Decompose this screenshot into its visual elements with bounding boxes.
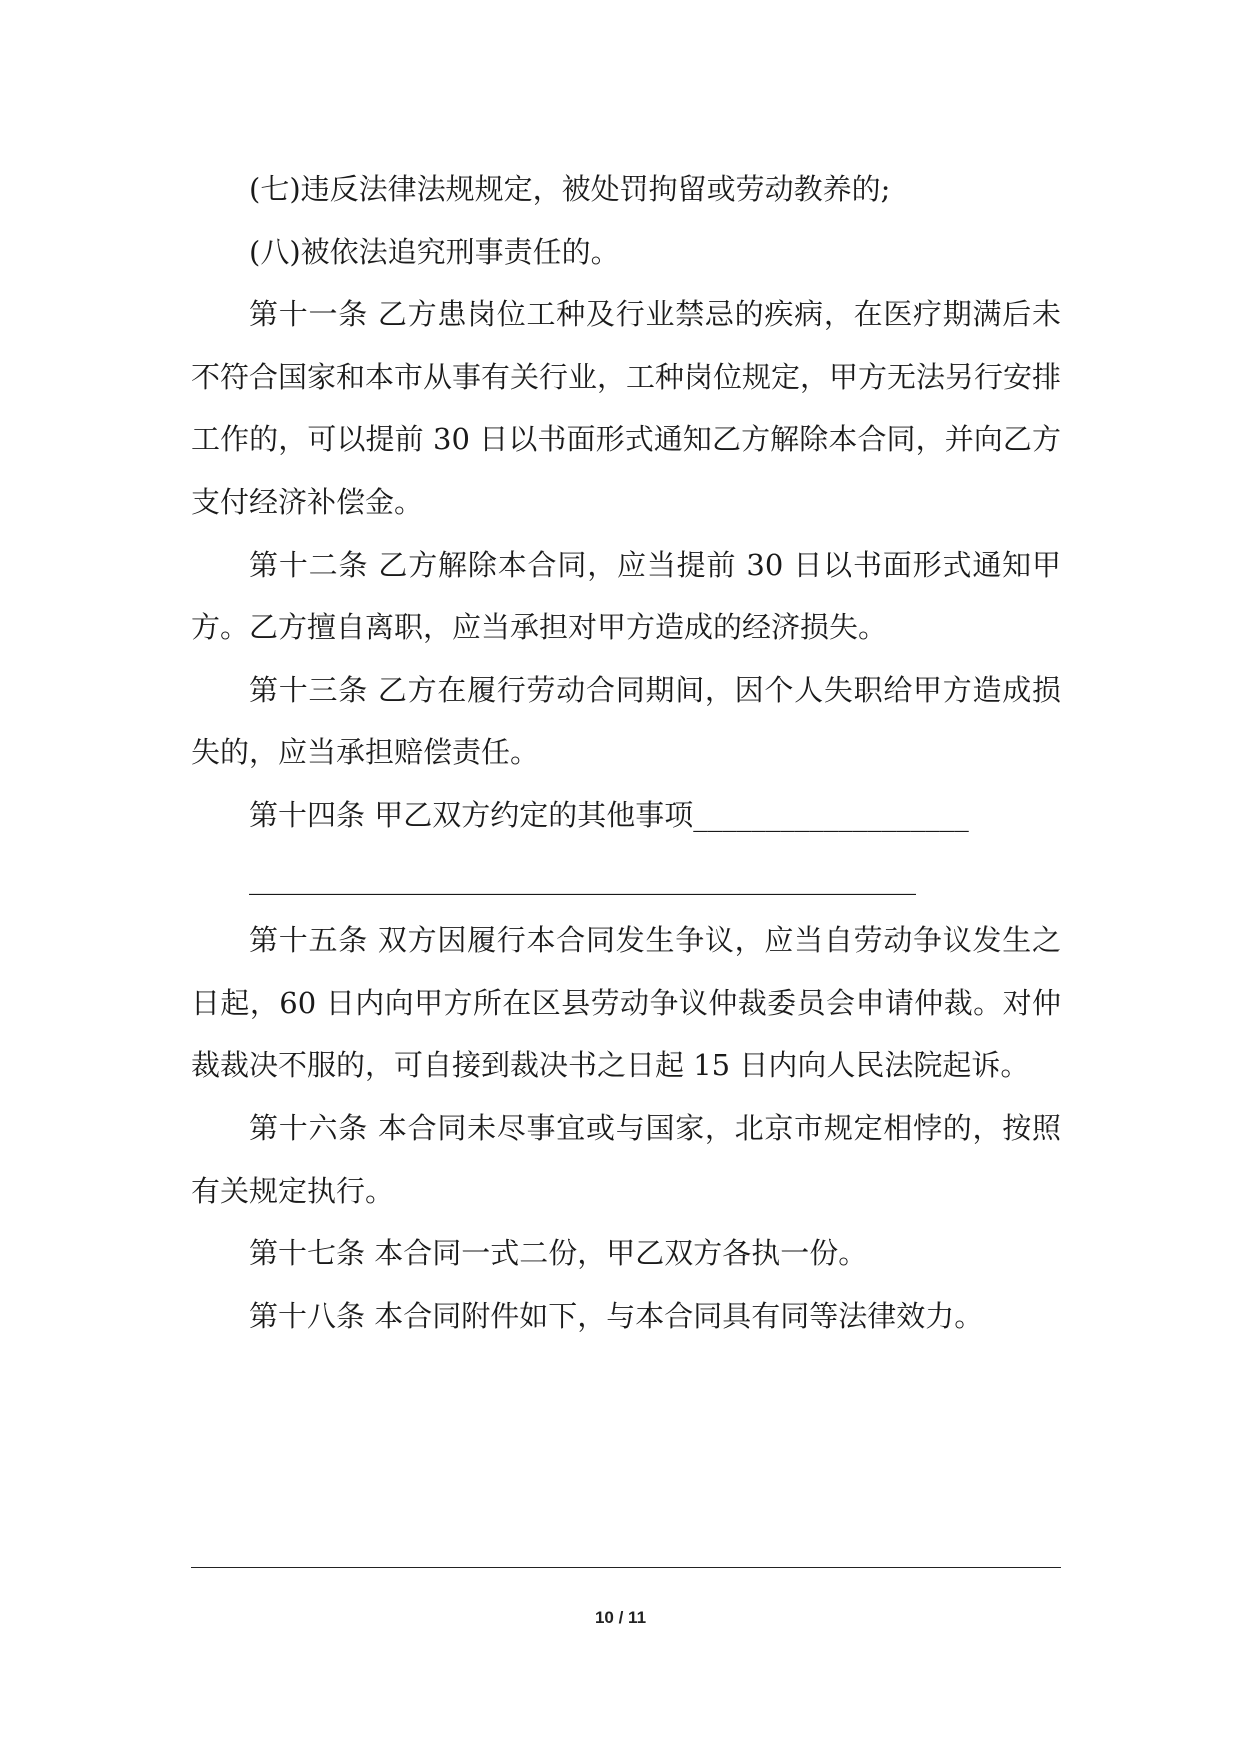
paragraph-item-8: (八)被依法追究刑事责任的。 bbox=[249, 234, 620, 269]
footer-divider bbox=[191, 1567, 1061, 1568]
article-14-blank-line: ______________________________________________ bbox=[249, 860, 916, 895]
document-body bbox=[191, 158, 1061, 1347]
article-18: 第十八条 本合同附件如下，与本合同具有同等法律效力。 bbox=[249, 1298, 984, 1333]
article-14: 第十四条 甲乙双方约定的其他事项___________________ bbox=[249, 797, 969, 832]
article-16: 第十六条 本合同未尽事宜或与国家，北京市规定相悖的，按照有关规定执行。 bbox=[191, 1110, 1061, 1208]
article-13: 第十三条 乙方在履行劳动合同期间，因个人失职给甲方造成损失的，应当承担赔偿责任。 bbox=[191, 672, 1061, 770]
article-17: 第十七条 本合同一式二份，甲乙双方各执一份。 bbox=[249, 1236, 868, 1271]
article-11: 第十一条 乙方患岗位工种及行业禁忌的疾病，在医疗期满后未不符合国家和本市从事有关行业，工种岗位规定，甲方无法另行安排工作的，可以提前 30 日以书面形式通知乙方解除本合同，并向乙方支付经济补偿金。 bbox=[191, 297, 1062, 519]
article-15: 第十五条 双方因履行本合同发生争议，应当自劳动争议发生之日起，60 日内向甲方所在区县劳动争议仲裁委员会申请仲裁。对仲裁裁决不服的，可自接到裁决书之日起 15 日内向人民法院起诉。 bbox=[191, 923, 1061, 1083]
article-12: 第十二条 乙方解除本合同，应当提前 30 日以书面形式通知甲方。乙方擅自离职，应当承担对甲方造成的经济损失。 bbox=[191, 547, 1061, 645]
paragraph-item-7: (七)违反法律法规规定，被处罚拘留或劳动教养的; bbox=[249, 172, 891, 206]
page-number: 10 / 11 bbox=[594, 1608, 647, 1627]
